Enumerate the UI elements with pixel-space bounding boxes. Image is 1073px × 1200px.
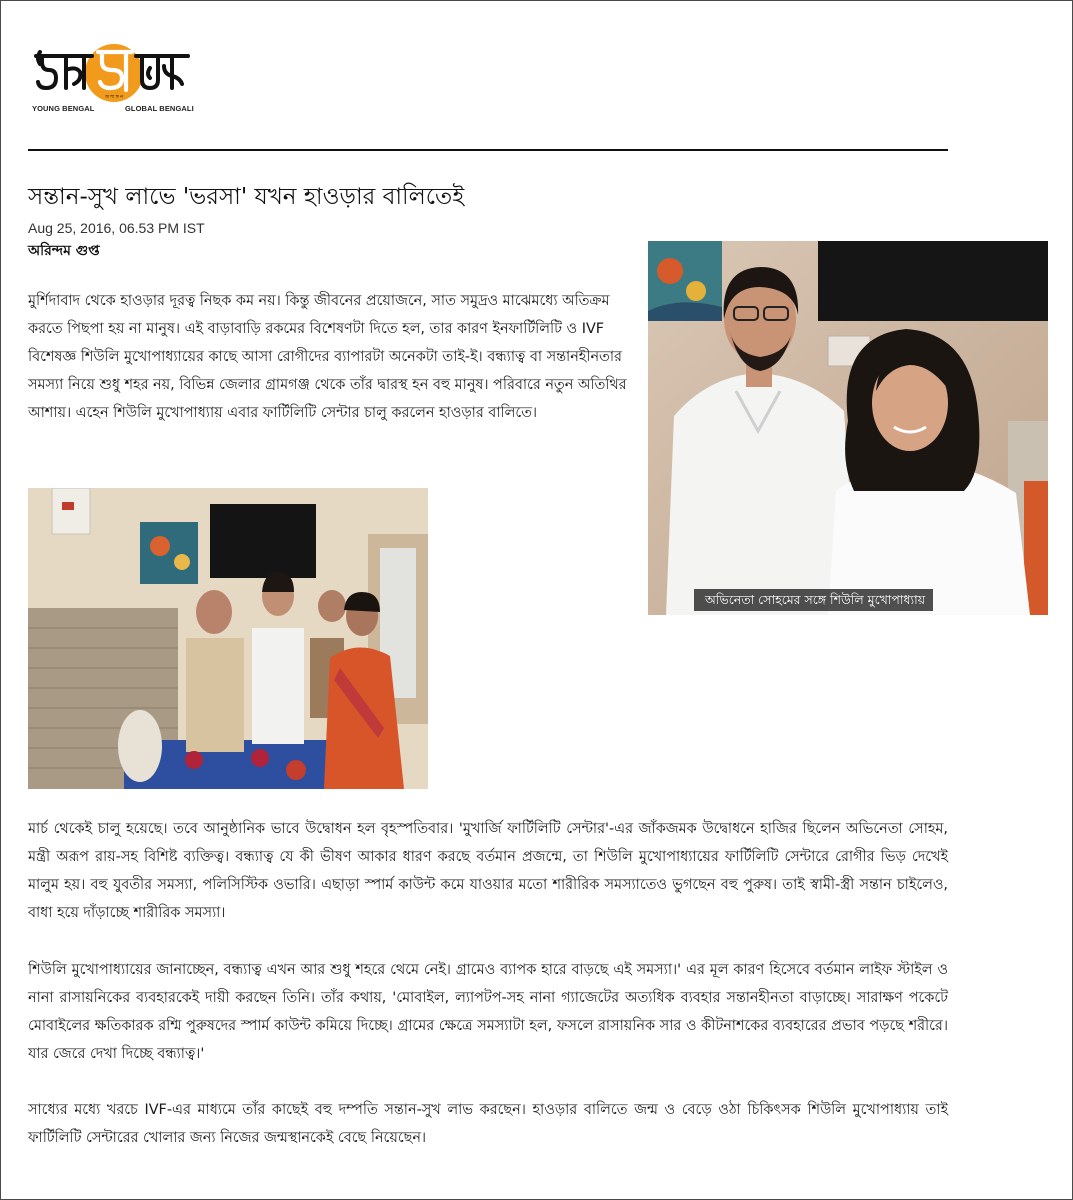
logo-tagline-left: YOUNG BENGAL (32, 104, 95, 113)
svg-text:অ শা ঙ্গ ন: অ শা ঙ্গ ন (105, 95, 123, 100)
photo-soham-with-shiuli[interactable] (648, 241, 1048, 615)
photo-caption: অভিনেতা সোহমের সঙ্গে শিউলি মুখোপাধ্যায় (694, 589, 933, 611)
photo-inauguration-image (28, 488, 428, 789)
article-date: Aug 25, 2016, 06.53 PM IST (28, 220, 205, 236)
masthead-divider (28, 149, 948, 151)
article-paragraph-2: মার্চ থেকেই চালু হয়েছে। তবে আনুষ্ঠানিক ভাবে উদ্বোধন হল বৃহস্পতিবার। 'মুখার্জি ফার্টিলিটি সেন্টার'-এর জাঁকজমক উদ্বোধনে হাজির ছিলেন অভিনেতা সোহম, মন্ত্রী অরূপ রায়-সহ বিশিষ্ট ব্যক্তিত্ব। বন্ধ্যাত্ব যে কী ভীষণ আকার ধারণ করছে বর্তমান প্রজন্মে, তা শিউলি মুখোপাধ্যায়ের ফার্টিলিটি সেন্টারে রোগীর ভিড় দেখেই মালুম হয়। বহু যুবতীর সমস্যা, পলিসিস্টিক ওভারি। এছাড়া স্পার্ম কাউন্ট কমে যাওয়ার মতো শারীরিক সমস্যাতেও ভুগছেন বহু পুরুষ। তাই স্বামী-স্ত্রী সন্তান চাইলেও, বাধা হয়ে দাঁড়াচ্ছে শারীরিক সমস্যা। (28, 821, 948, 921)
article-paragraph-3: শিউলি মুখোপাধ্যায়ের জানাচ্ছেন, বন্ধ্যাত্ব এখন আর শুধু শহরে থেমে নেই। গ্রামেও ব্যাপক হারে বাড়ছে এই সমস্যা।' এর মূল কারণ হিসেবে বর্তমান লাইফ স্টাইল ও নানা রাসায়নিকের ব্যবহারকেই দায়ী করছেন তিনি। তাঁর কথায়, 'মোবাইল, ল্যাপটপ-সহ নানা গ্যাজেটের অত্যধিক ব্যবহার সন্তানহীনতা বাড়াচ্ছে। সারাক্ষণ পকেটে মোবাইলের ক্ষতিকারক রশ্মি পুরুষদের স্পার্ম কাউন্ট কমিয়ে দিচ্ছে। গ্রামের ক্ষেত্রে সমস্যাটা হল, ফসলে রাসায়নিক সার ও কীটনাশকের ব্যবহারের প্রভাব পড়ছে শরীরে। যার জেরে দেখা দিচ্ছে বন্ধ্যাত্ব।' (28, 962, 948, 1062)
ei-samay-logo[interactable] (32, 40, 192, 118)
logo-tagline-right: GLOBAL BENGALI (125, 104, 194, 113)
article-paragraph-1: মুর্শিদাবাদ থেকে হাওড়ার দূরত্ব নিছক কম নয়। কিন্তু জীবনের প্রয়োজনে, সাত সমুদ্রও মাঝেমধ্যে অতিক্রম করতে পিছপা হয় না মানুষ। এই বাড়াবাড়ি রকমের বিশেষণটা দিতে হল, তার কারণ ইনফার্টিলিটি ও IVF বিশেষজ্ঞ শিউলি মুখোপাধ্যায়ের কাছে আসা রোগীদের ব্যাপারটা অনেকটা তাই-ই। বন্ধ্যাত্ব বা সন্তানহীনতার সমস্যা নিয়ে শুধু শহর নয়, বিভিন্ন জেলার গ্রামগঞ্জ থেকে তাঁর দ্বারস্থ হন বহু মানুষ। পরিবারে নতুন অতিথির আশায়। এহেন শিউলি মুখোপাধ্যায় এবার ফার্টিলিটি সেন্টার চালু করলেন হাওড়ার বালিতে। (28, 293, 627, 421)
article-author: অরিন্দম গুপ্ত (28, 243, 100, 259)
photo-fertility-centre-inauguration[interactable] (28, 488, 428, 789)
photo-soham-with-shiuli-image (648, 241, 1048, 615)
article-paragraph-4: সাধ্যের মধ্যে খরচে IVF-এর মাধ্যমে তাঁর কাছেই বহু দম্পতি সন্তান-সুখ লাভ করছেন। হাওড়ার বালিতে জন্ম ও বেড়ে ওঠা চিকিৎসক শিউলি মুখোপাধ্যায় তাই ফার্টিলিটি সেন্টারের খোলার জন্য নিজের জন্মস্থানকেই বেছে নিয়েছেন। (28, 1102, 948, 1146)
logo-emblem (32, 40, 192, 102)
article-headline: সন্তান-সুখ লাভে 'ভরসা' যখন হাওড়ার বালিতেই (28, 184, 465, 210)
